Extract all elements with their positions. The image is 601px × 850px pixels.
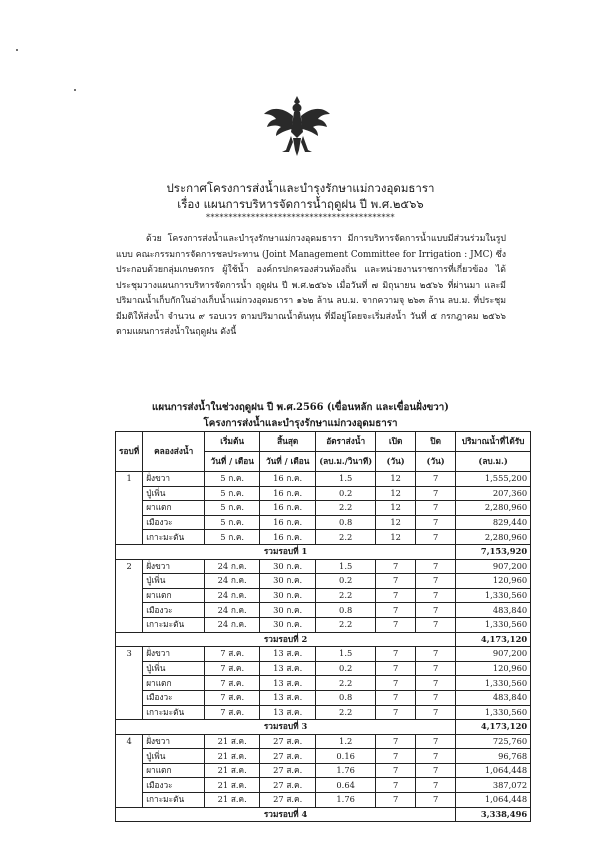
flow-rate: 2.2	[316, 676, 376, 691]
subtotal-row	[116, 720, 531, 735]
volume: 907,200	[456, 559, 531, 574]
volume: 829,440	[456, 515, 531, 530]
start-date: 24 ก.ค.	[205, 559, 260, 574]
volume: 483,840	[456, 603, 531, 618]
subtotal-label: รวมรอบที่ 4	[116, 807, 456, 822]
open-days: 12	[376, 501, 416, 516]
close-days: 7	[416, 472, 456, 487]
canal-name: ฝั่งขวา	[143, 559, 205, 574]
start-date: 21 ส.ค.	[205, 778, 260, 793]
flow-rate: 1.5	[316, 559, 376, 574]
volume: 1,330,560	[456, 617, 531, 632]
table-row	[116, 661, 531, 676]
close-days: 7	[416, 501, 456, 516]
separator-stars: ******************************************	[206, 213, 395, 222]
close-days: 7	[416, 661, 456, 676]
header-close-sub: (วัน)	[416, 452, 456, 472]
header-volume: ปริมาณน้ำที่ได้รับ	[456, 432, 531, 452]
open-days: 7	[376, 676, 416, 691]
end-date: 13 ส.ค.	[260, 661, 316, 676]
flow-rate: 2.2	[316, 501, 376, 516]
close-days: 7	[416, 647, 456, 662]
canal-name: ผาแตก	[143, 763, 205, 778]
header-end-sub: วันที่ / เดือน	[260, 452, 316, 472]
close-days: 7	[416, 617, 456, 632]
scan-speck	[16, 49, 18, 51]
volume: 96,768	[456, 749, 531, 764]
subtotal-value: 4,173,120	[456, 632, 531, 647]
flow-rate: 2.2	[316, 530, 376, 545]
end-date: 30 ก.ค.	[260, 603, 316, 618]
close-days: 7	[416, 530, 456, 545]
subtotal-value: 3,338,496	[456, 807, 531, 822]
header-close: ปิด	[416, 432, 456, 452]
canal-name: ผาแตก	[143, 588, 205, 603]
announcement-subject: เรื่อง แผนการบริหารจัดการน้ำฤดูฝน ปี พ.ศ.๒๕๖๖	[177, 197, 424, 211]
table-row	[116, 559, 531, 574]
open-days: 7	[376, 661, 416, 676]
scan-speck	[74, 89, 76, 91]
open-days: 7	[376, 734, 416, 749]
flow-rate: 0.2	[316, 661, 376, 676]
close-days: 7	[416, 559, 456, 574]
open-days: 7	[376, 763, 416, 778]
volume: 387,072	[456, 778, 531, 793]
table-row	[116, 574, 531, 589]
volume: 2,280,960	[456, 530, 531, 545]
end-date: 27 ส.ค.	[260, 793, 316, 808]
flow-rate: 1.5	[316, 472, 376, 487]
volume: 1,330,560	[456, 705, 531, 720]
flow-rate: 2.2	[316, 705, 376, 720]
open-days: 12	[376, 472, 416, 487]
canal-name: เกาะมะตัน	[143, 617, 205, 632]
header-start-sub: วันที่ / เดือน	[205, 452, 260, 472]
close-days: 7	[416, 705, 456, 720]
close-days: 7	[416, 778, 456, 793]
header-volume-sub: (ลบ.ม.)	[456, 452, 531, 472]
table-row	[116, 734, 531, 749]
start-date: 5 ก.ค.	[205, 486, 260, 501]
start-date: 5 ก.ค.	[205, 515, 260, 530]
flow-rate: 0.2	[316, 486, 376, 501]
canal-name: เมืองวะ	[143, 778, 205, 793]
canal-name: เมืองวะ	[143, 690, 205, 705]
volume: 1,555,200	[456, 472, 531, 487]
close-days: 7	[416, 690, 456, 705]
volume: 120,960	[456, 574, 531, 589]
table-row	[116, 749, 531, 764]
flow-rate: 2.2	[316, 617, 376, 632]
announcement-title: ประกาศโครงการส่งน้ำและบำรุงรักษาแม่กวงอุดมธารา	[166, 181, 435, 195]
start-date: 24 ก.ค.	[205, 588, 260, 603]
open-days: 7	[376, 647, 416, 662]
open-days: 7	[376, 559, 416, 574]
canal-name: ปู่เพิ่น	[143, 749, 205, 764]
header-rate: อัตราส่งน้ำ	[316, 432, 376, 452]
start-date: 5 ก.ค.	[205, 501, 260, 516]
start-date: 5 ก.ค.	[205, 530, 260, 545]
volume: 1,330,560	[456, 588, 531, 603]
end-date: 30 ก.ค.	[260, 617, 316, 632]
header-start: เริ่มต้น	[205, 432, 260, 452]
open-days: 7	[376, 588, 416, 603]
table-row	[116, 793, 531, 808]
end-date: 30 ก.ค.	[260, 559, 316, 574]
start-date: 7 ส.ค.	[205, 690, 260, 705]
open-days: 12	[376, 515, 416, 530]
flow-rate: 0.8	[316, 515, 376, 530]
start-date: 7 ส.ค.	[205, 676, 260, 691]
table-row	[116, 530, 531, 545]
subtotal-row	[116, 632, 531, 647]
end-date: 13 ส.ค.	[260, 647, 316, 662]
volume: 483,840	[456, 690, 531, 705]
subtotal-label: รวมรอบที่ 1	[116, 544, 456, 559]
table-row	[116, 515, 531, 530]
header-rate-sub: (ลบ.ม./วินาที)	[316, 452, 376, 472]
flow-rate: 1.5	[316, 647, 376, 662]
table-row	[116, 588, 531, 603]
start-date: 24 ก.ค.	[205, 617, 260, 632]
close-days: 7	[416, 603, 456, 618]
open-days: 7	[376, 603, 416, 618]
end-date: 13 ส.ค.	[260, 676, 316, 691]
close-days: 7	[416, 734, 456, 749]
round-number: 2	[116, 559, 143, 632]
announcement-paragraph	[116, 232, 506, 341]
table-row	[116, 705, 531, 720]
subtotal-label: รวมรอบที่ 2	[116, 632, 456, 647]
end-date: 16 ก.ค.	[260, 501, 316, 516]
canal-name: ฝั่งขวา	[143, 472, 205, 487]
start-date: 7 ส.ค.	[205, 647, 260, 662]
table-row	[116, 617, 531, 632]
flow-rate: 0.2	[316, 574, 376, 589]
table-row	[116, 647, 531, 662]
close-days: 7	[416, 763, 456, 778]
canal-name: ฝั่งขวา	[143, 734, 205, 749]
round-number: 4	[116, 734, 143, 807]
canal-name: เมืองวะ	[143, 603, 205, 618]
start-date: 24 ก.ค.	[205, 603, 260, 618]
open-days: 12	[376, 486, 416, 501]
table-row	[116, 690, 531, 705]
close-days: 7	[416, 588, 456, 603]
end-date: 13 ส.ค.	[260, 705, 316, 720]
end-date: 30 ก.ค.	[260, 588, 316, 603]
open-days: 12	[376, 530, 416, 545]
close-days: 7	[416, 515, 456, 530]
canal-name: เกาะมะตัน	[143, 530, 205, 545]
volume: 1,064,448	[456, 763, 531, 778]
end-date: 27 ส.ค.	[260, 734, 316, 749]
end-date: 27 ส.ค.	[260, 763, 316, 778]
start-date: 7 ส.ค.	[205, 705, 260, 720]
canal-name: เมืองวะ	[143, 515, 205, 530]
close-days: 7	[416, 486, 456, 501]
end-date: 16 ก.ค.	[260, 530, 316, 545]
start-date: 21 ส.ค.	[205, 793, 260, 808]
garuda-emblem-icon	[262, 92, 332, 162]
table-row	[116, 676, 531, 691]
flow-rate: 2.2	[316, 588, 376, 603]
volume: 907,200	[456, 647, 531, 662]
end-date: 16 ก.ค.	[260, 486, 316, 501]
header-open: เปิด	[376, 432, 416, 452]
start-date: 5 ก.ค.	[205, 472, 260, 487]
paragraph-text: ด้วย โครงการส่งน้ำและบำรุงรักษาแม่กวงอุดมธารา มีการบริหารจัดการน้ำแบบมีส่วนร่วมในรูปแบบ คณะกรรมการจัดการชลประทาน (Joint Management Committee for Irrigation : JMC) ซึ่งประกอบด้วยกลุ่มเกษตรกร ผู้ใช้น้ำ องค์กรปกครองส่วนท้องถิ่น และหน่วยงานราชการที่เกี่ยวข้อง ได้ประชุมวางแผนการบริหารจัดการน้ำ ฤดูฝน ปี พ.ศ.๒๕๖๖ เมื่อวันที่ ๗ มิถุนายน ๒๕๖๖ ที่ผ่านมา และมีปริมาณน้ำเก็บกักในอ่างเก็บน้ำแม่กวงอุดมธารา ๑๖๒ ล้าน ลบ.ม. จากความจุ ๒๖๓ ล้าน ลบ.ม. ที่ประชุมมีมติให้ส่งน้ำ จำนวน ๙ รอบเวร ตามปริมาณน้ำต้นทุน ที่มีอยู่โดยจะเริ่มส่งน้ำ วันที่ ๕ กรกฎาคม ๒๕๖๖ ตามแผนการส่งน้ำในฤดูฝน ดังนี้	[116, 234, 506, 337]
volume: 725,760	[456, 734, 531, 749]
start-date: 24 ก.ค.	[205, 574, 260, 589]
end-date: 27 ส.ค.	[260, 749, 316, 764]
plan-heading: แผนการส่งน้ำในช่วงฤดูฝน ปี พ.ศ.2566 (เขื่อนหลัก และเขื่อนฝั่งขวา)	[152, 402, 449, 413]
header-canal: คลองส่งน้ำ	[143, 432, 205, 472]
flow-rate: 0.64	[316, 778, 376, 793]
close-days: 7	[416, 676, 456, 691]
subtotal-row	[116, 807, 531, 822]
open-days: 7	[376, 617, 416, 632]
subtotal-value: 4,173,120	[456, 720, 531, 735]
header-open-sub: (วัน)	[376, 452, 416, 472]
header-end: สิ้นสุด	[260, 432, 316, 452]
round-number: 3	[116, 647, 143, 720]
close-days: 7	[416, 574, 456, 589]
end-date: 27 ส.ค.	[260, 778, 316, 793]
close-days: 7	[416, 793, 456, 808]
end-date: 30 ก.ค.	[260, 574, 316, 589]
start-date: 21 ส.ค.	[205, 763, 260, 778]
table-row	[116, 486, 531, 501]
canal-name: ผาแตก	[143, 501, 205, 516]
header-round: รอบที่	[116, 432, 143, 472]
subtotal-label: รวมรอบที่ 3	[116, 720, 456, 735]
canal-name: ผาแตก	[143, 676, 205, 691]
table-row	[116, 603, 531, 618]
volume: 207,360	[456, 486, 531, 501]
volume: 1,064,448	[456, 793, 531, 808]
volume: 2,280,960	[456, 501, 531, 516]
volume: 120,960	[456, 661, 531, 676]
subtotal-row	[116, 544, 531, 559]
volume: 1,330,560	[456, 676, 531, 691]
flow-rate: 0.8	[316, 603, 376, 618]
canal-name: ปู่เพิ่น	[143, 574, 205, 589]
open-days: 7	[376, 705, 416, 720]
start-date: 7 ส.ค.	[205, 661, 260, 676]
canal-name: ปู่เพิ่น	[143, 486, 205, 501]
round-number: 1	[116, 472, 143, 545]
canal-name: ฝั่งขวา	[143, 647, 205, 662]
table-row	[116, 763, 531, 778]
table-row	[116, 501, 531, 516]
canal-name: ปู่เพิ่น	[143, 661, 205, 676]
canal-name: เกาะมะตัน	[143, 793, 205, 808]
flow-rate: 0.16	[316, 749, 376, 764]
open-days: 7	[376, 749, 416, 764]
table-row	[116, 778, 531, 793]
flow-rate: 0.8	[316, 690, 376, 705]
project-heading: โครงการส่งน้ำและบำรุงรักษาแม่กวงอุดมธารา	[203, 418, 398, 429]
open-days: 7	[376, 574, 416, 589]
flow-rate: 1.76	[316, 763, 376, 778]
end-date: 16 ก.ค.	[260, 472, 316, 487]
start-date: 21 ส.ค.	[205, 734, 260, 749]
end-date: 13 ส.ค.	[260, 690, 316, 705]
end-date: 16 ก.ค.	[260, 515, 316, 530]
water-delivery-table	[115, 431, 531, 822]
open-days: 7	[376, 690, 416, 705]
close-days: 7	[416, 749, 456, 764]
flow-rate: 1.76	[316, 793, 376, 808]
table-row	[116, 472, 531, 487]
canal-name: เกาะมะตัน	[143, 705, 205, 720]
start-date: 21 ส.ค.	[205, 749, 260, 764]
flow-rate: 1.2	[316, 734, 376, 749]
subtotal-value: 7,153,920	[456, 544, 531, 559]
open-days: 7	[376, 778, 416, 793]
open-days: 7	[376, 793, 416, 808]
